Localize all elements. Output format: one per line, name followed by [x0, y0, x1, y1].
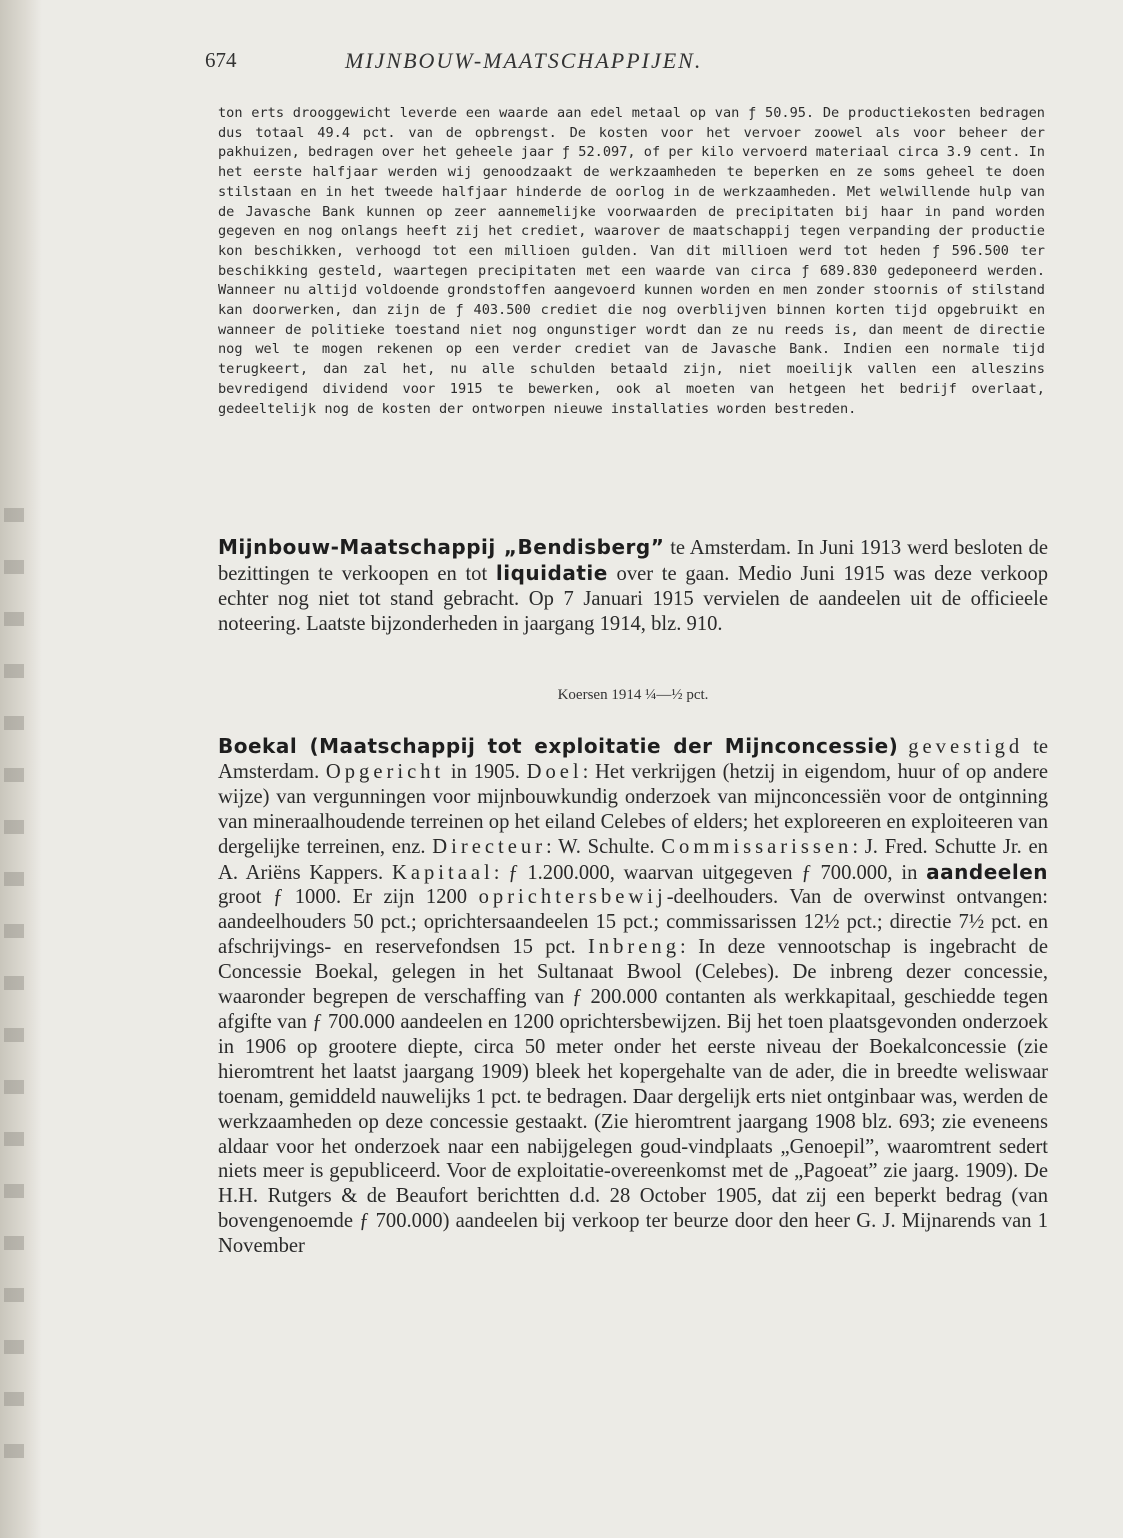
opgericht-label: Opgericht	[325, 760, 445, 783]
boekal-winst: -deelhouders. Van de overwinst ontvangen: aandeelhouders 50 pct.; oprichtersaandeelen 15 pct.; commissarissen 12½ pct.; directie 7½ pct. en afschrijvings- en reservefondsen 15 pct.	[218, 886, 1049, 959]
boekal-company-name: Boekal (Maatschappij tot exploitatie der Mijnconcessie)	[218, 734, 899, 758]
gevestigd-label: gevestigd	[908, 736, 1024, 758]
page-header	[205, 48, 1045, 78]
running-head: MIJNBOUW-MAATSCHAPPIJEN.	[345, 48, 703, 73]
bendisberg-body: over te gaan. Medio Juni 1915 was deze verkoop echter nog niet tot stand gebracht. Op 7 Januari 1915 vervielen de aandeelen uit de officieele noteering. Laatste bijzonderheden in jaargang 1914, blz. 910.	[218, 562, 1049, 635]
intro-paragraph: ton erts drooggewicht leverde een waarde aan edel metaal op van ƒ 50.95. De productiekosten bedragen dus totaal 49.4 pct. van de opbrengst. De kosten voor het vervoer zoowel als voor beheer der pakhuizen, bedragen over het geheele jaar ƒ 52.097, of per kilo vervoerd materiaal circa 3.9 cent. In het eerste halfjaar werden wij genoodzaakt de werkzaamheden te beperken en ze soms geheel te doen stilstaan en in het tweede halfjaar hinderde de oorlog in de werkzaamheden. Met welwillende hulp van de Javasche Bank kunnen op zeer aannemelijke voorwaarden de precipitaten bij haar in pand worden gegeven en nog onlangs heeft zij het crediet, waarover de maatschappij tegen verpanding der productie kon beschikken, verhoogd tot een millioen gulden. Van dit millioen werd tot heden ƒ 596.500 ter beschikking gesteld, waartegen precipitaten met een waarde van circa ƒ 689.830 gedeponeerd werden. Wanneer nu altijd voldoende grondstoffen aangevoerd kunnen worden en men zonder stoornis of stilstand kan doorwerken, dan zijn de ƒ 403.500 crediet die nog overblijven binnen korten tijd opgebruikt en wanneer de politieke toestand niet nog ongunstiger wordt dan ze nu reeds is, dan meent de directie nog wel te mogen rekenen op een verder crediet van de Javasche Bank. Indien een normale tijd terugkeert, dan zal het, nu alle schulden betaald zijn, niet moeilijk vallen een alleszins bevredigend dividend voor 1915 te bewerken, ook al moeten van hetgeen het bedrijf overlaat, gedeeltelijk nog de kosten der ontworpen nieuwe installaties worden bestreden.	[218, 105, 1045, 417]
bendisberg-location: te Amsterdam. In Juni 1913 werd besloten de bezittingen te verkoopen en tot	[218, 537, 1048, 585]
boekal-inbreng: : In deze vennootschap is ingebracht de Concessie Boekal, gelegen in het Sultanaat Bwool (Celebes). De inbreng dezer concessie, waaronder begrepen de verschaffing van ƒ 200.000 contanten als werkkapitaal, geschiedde tegen afgifte van ƒ 700.000 aandeelen en 1200 oprichtersbewijzen. Bij het toen plaatsgevonden onderzoek in 1906 op grootere diepte, circa 50 meter onder het eerste niveau der Boekalconcessie (zie hieromtrent het laatst jaargang 1909) bleek het kopergehalte van de ader, die in breedte weliswaar toenam, gemiddeld nauwelijks 1 pct. te bedragen. Daar dergelijk erts niet ontginbaar was, werden de werkzaamheden op deze concessie gestaakt. (Zie hieromtrent jaargang 1908 blz. 693; zie eveneens aldaar voor het onderzoek naar een nabijgelegen goud-vindplaats „Genoepil”, waaromtrent sedert niets meer is gepubliceerd. Voor de exploitatie-overeenkomst met de „Pagoeat” zie jaarg. 1909). De H.H. Rutgers & de Beaufort berichtten d.d. 28 October 1905, dat zij een beperkt bedrag (van bovengenoemde ƒ 700.000) aandeelen bij verkoop ter beurze door den heer G. J. Mijnarends van 1 November	[218, 936, 1048, 1258]
liquidatie-keyword: liquidatie	[495, 560, 608, 585]
koersen-line: Koersen 1914 ¼—½ pct.	[557, 687, 709, 703]
book-gutter	[0, 0, 42, 1538]
boekal-directeur: : W. Schulte.	[546, 835, 662, 858]
page-number: 674	[205, 48, 237, 72]
boekal-seat: te Amsterdam.	[218, 736, 1048, 783]
kapitaal-label: Kapitaal	[391, 861, 494, 884]
directeur-label: Directeur	[432, 835, 547, 858]
commissarissen-label: Commissarissen	[661, 835, 853, 858]
boekal-doel: : Het verkrijgen (hetzij in eigendom, huur of op andere wijze) van vergunningen voor mijnbouwkundig onderzoek van mijnconcessiën voor de ontginning van mineraalhoudende terreinen op het eiland Celebes of elders; het exploreeren en exploiteeren van dergelijke terreinen, enz.	[218, 760, 1048, 858]
doel-label: Doel	[526, 760, 583, 783]
oprichtersbewijs-label: oprichtersbewij	[478, 886, 667, 909]
boekal-entry	[218, 734, 1048, 1259]
boekal-founded: in 1905.	[444, 760, 527, 783]
bendisberg-entry	[218, 535, 1048, 637]
bendisberg-company-name: Mijnbouw-Maatschappij „Bendisberg”	[218, 535, 665, 559]
boekal-aandeelen: groot ƒ 1000. Er zijn 1200	[218, 886, 479, 909]
boekal-kapitaal: : ƒ 1.200.000, waarvan uitgegeven ƒ 700.000, in	[493, 861, 927, 884]
boekal-commissarissen: : J. Fred. Schutte Jr. en A. Ariëns Kappers.	[218, 835, 1048, 884]
gutter-shadow	[4, 470, 24, 1470]
inbreng-label: Inbreng	[587, 936, 680, 959]
aandeelen-keyword: aandeelen	[926, 859, 1049, 884]
